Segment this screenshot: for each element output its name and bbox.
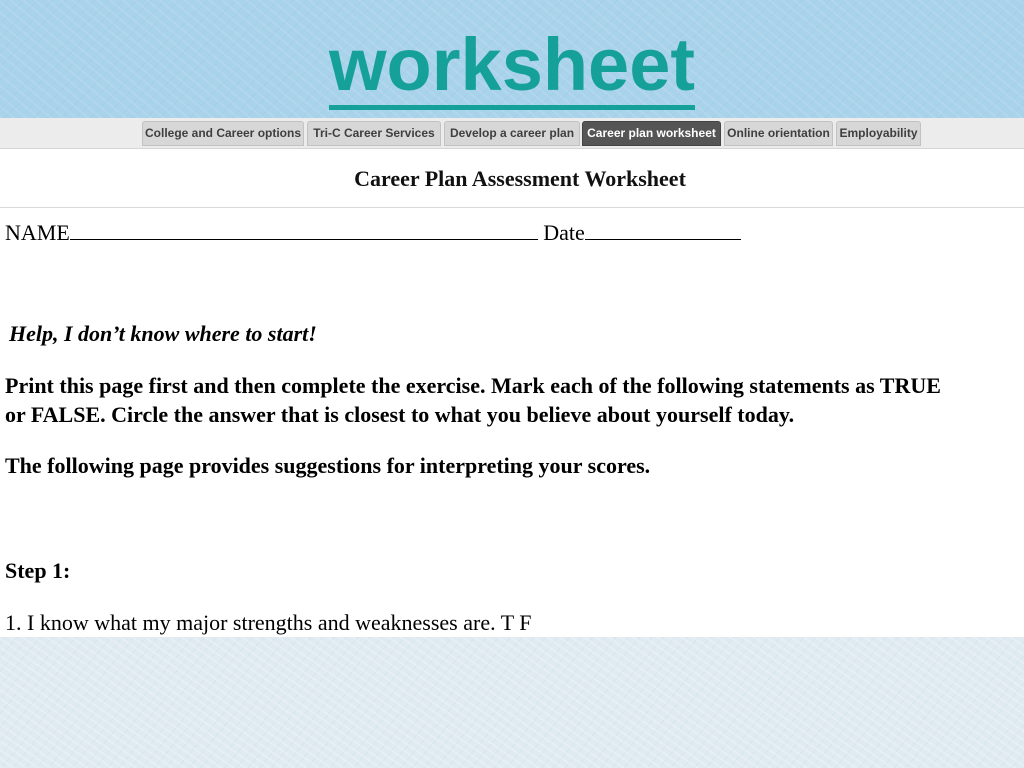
statement-text: I know what my major strengths and weaknesses are. — [27, 610, 496, 635]
tab-college-and-career-options[interactable]: College and Career options — [142, 121, 304, 146]
tab-employability[interactable]: Employability — [836, 121, 921, 146]
name-blank — [70, 219, 538, 240]
tab-online-orientation[interactable]: Online orientation — [724, 121, 833, 146]
name-date-line — [5, 219, 741, 246]
step-label: Step 1: — [5, 558, 71, 583]
instructions-line-1: Print this page first and then complete the exercise. Mark each of the following statements as TRUE — [5, 373, 941, 398]
tab-tri-c-career-services[interactable]: Tri-C Career Services — [307, 121, 441, 146]
date-label: Date — [543, 220, 585, 245]
tab-navigation-bar — [0, 118, 1024, 149]
document-title: Career Plan Assessment Worksheet — [354, 166, 686, 191]
interpretation-note: The following page provides suggestions for interpreting your scores. — [5, 453, 651, 478]
slide-title: worksheet — [0, 22, 1024, 110]
statement-options: T F — [500, 610, 532, 635]
tab-career-plan-worksheet[interactable]: Career plan worksheet — [582, 121, 721, 146]
instructions-line-2: or FALSE. Circle the answer that is closest to what you believe about yourself today. — [5, 402, 795, 427]
tab-develop-a-career-plan[interactable]: Develop a career plan — [444, 121, 580, 146]
date-blank — [585, 219, 741, 240]
help-heading: Help, I don’t know where to start! — [9, 321, 317, 346]
webpage-screenshot — [0, 118, 1024, 637]
divider — [0, 207, 1024, 208]
statement-number: 1. — [5, 610, 22, 635]
statement-item — [5, 610, 532, 636]
name-label: NAME — [5, 220, 70, 245]
